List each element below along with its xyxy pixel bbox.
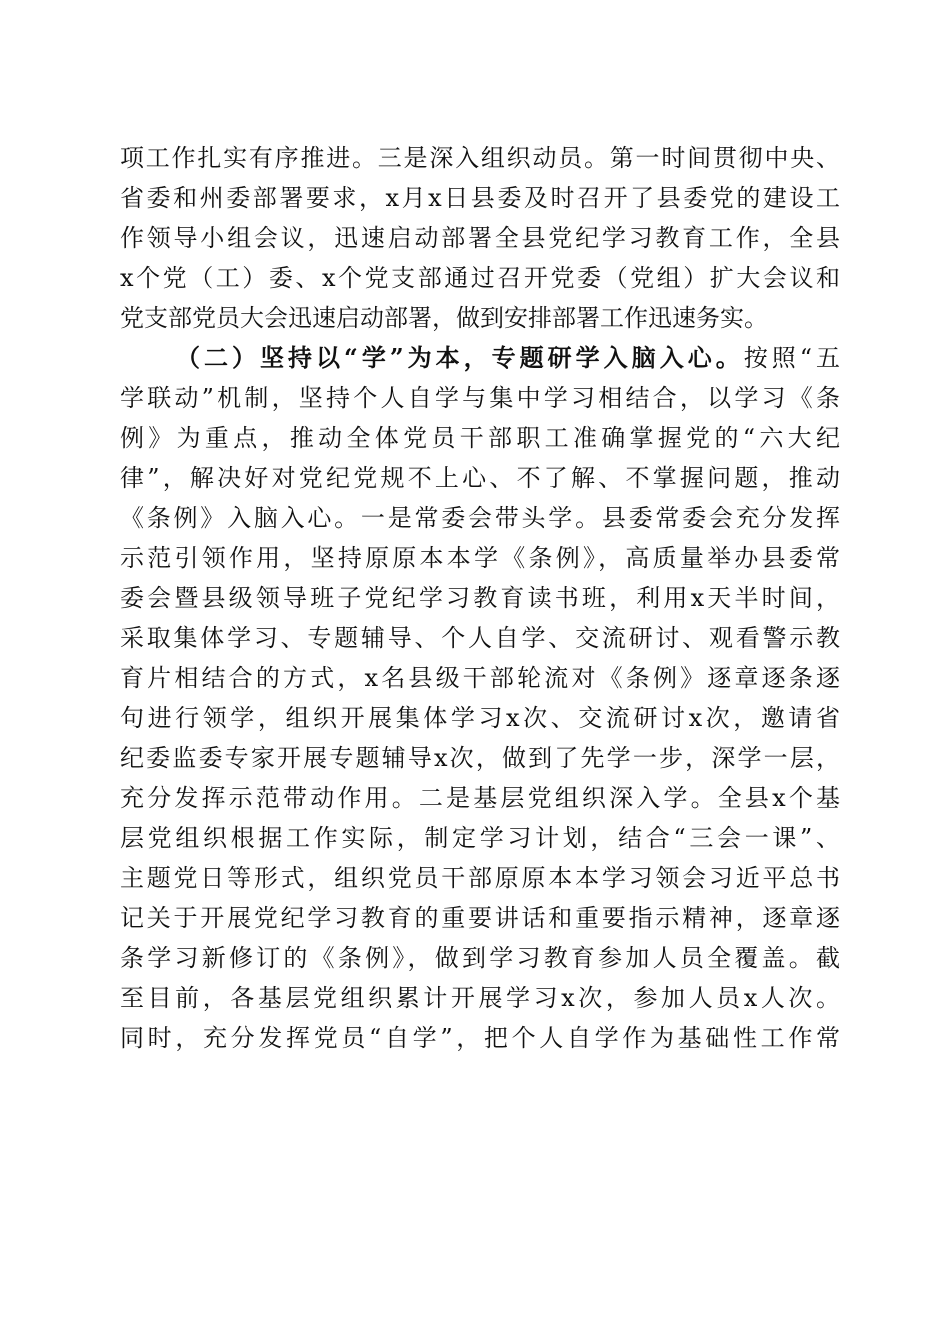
paragraph2-first-line	[120, 338, 840, 378]
paragraph2-line: 记关于开展党纪学习教育的重要讲话和重要指示精神，逐章逐	[120, 904, 840, 932]
paragraph1-line: 作领导小组会议，迅速启动部署全县党纪学习教育工作，全县	[120, 224, 840, 252]
body-text	[120, 138, 840, 1058]
section-heading: （二）坚持以“学”为本，专题研学入脑入心。	[176, 343, 744, 372]
paragraph2-line: 层党组织根据工作实际，制定学习计划，结合“三会一课”、	[120, 824, 840, 852]
paragraph2-line: 同时，充分发挥党员“自学”，把个人自学作为基础性工作常	[120, 1024, 840, 1052]
paragraph1-line: 省委和州委部署要求，x月x日县委及时召开了县委党的建设工	[120, 184, 840, 212]
paragraph2-line: 至目前，各基层党组织累计开展学习x次，参加人员x人次。	[120, 984, 840, 1012]
paragraph2-line: 育片相结合的方式，x名县级干部轮流对《条例》逐章逐条逐	[120, 664, 840, 692]
paragraph2-line: 纪委监委专家开展专题辅导x次，做到了先学一步，深学一层，	[120, 744, 840, 772]
paragraph2-line: 条学习新修订的《条例》，做到学习教育参加人员全覆盖。截	[120, 944, 840, 972]
paragraph2-line: 主题党日等形式，组织党员干部原原本本学习领会习近平总书	[120, 864, 840, 892]
paragraph2-first-line-rest: 按照“五	[743, 344, 841, 372]
paragraph2-line: 充分发挥示范带动作用。二是基层党组织深入学。全县x个基	[120, 784, 840, 812]
paragraph1-line: 党支部党员大会迅速启动部署，做到安排部署工作迅速务实。	[120, 304, 768, 332]
paragraph1-line: 项工作扎实有序推进。三是深入组织动员。第一时间贯彻中央、	[120, 144, 840, 172]
paragraph2-line: 律”，解决好对党纪党规不上心、不了解、不掌握问题，推动	[120, 464, 840, 492]
paragraph2-line: 例》为重点，推动全体党员干部职工准确掌握党的“六大纪	[120, 424, 840, 452]
paragraph2-line: 句进行领学，组织开展集体学习x次、交流研讨x次，邀请省	[120, 704, 840, 732]
paragraph2-line: 示范引领作用，坚持原原本本学《条例》，高质量举办县委常	[120, 544, 840, 572]
paragraph2-line: 采取集体学习、专题辅导、个人自学、交流研讨、观看警示教	[120, 624, 840, 652]
paragraph2-line: 学联动”机制，坚持个人自学与集中学习相结合，以学习《条	[120, 384, 840, 412]
paragraph1-line: x个党（工）委、x个党支部通过召开党委（党组）扩大会议和	[120, 264, 840, 292]
paragraph2-line: 《条例》入脑入心。一是常委会带头学。县委常委会充分发挥	[120, 504, 840, 532]
paragraph2-line: 委会暨县级领导班子党纪学习教育读书班，利用x天半时间，	[120, 584, 840, 612]
